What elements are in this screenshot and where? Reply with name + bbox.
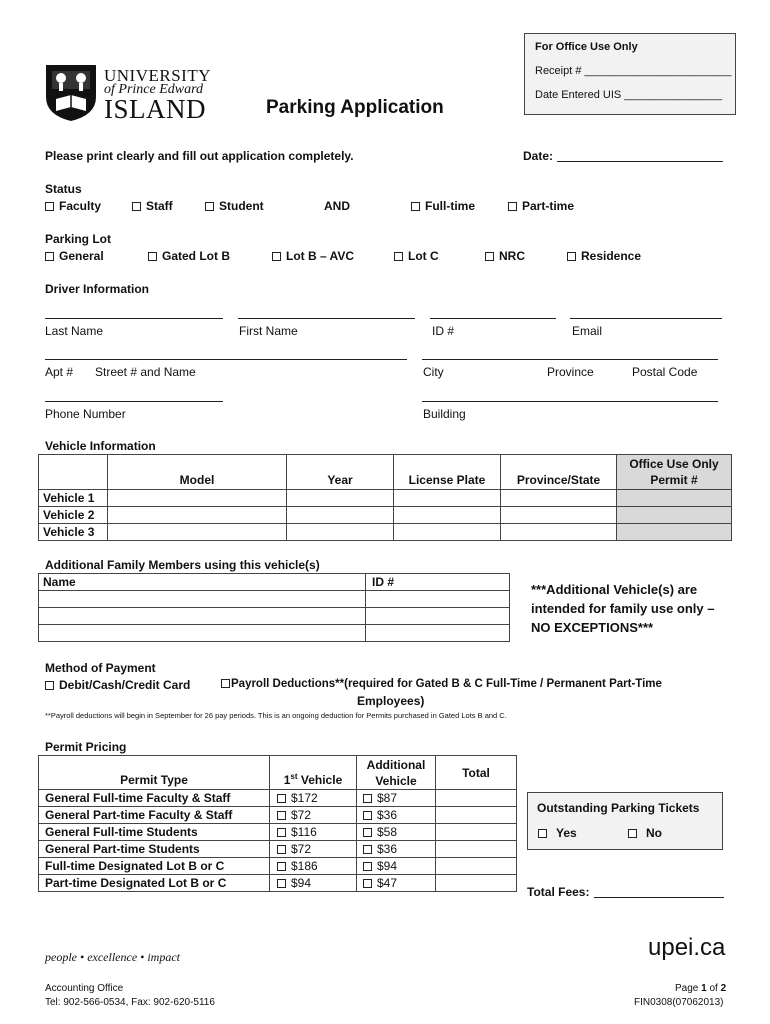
city-province-line[interactable] [422, 359, 718, 360]
table-row: General Full-time Faculty & Staff $172 $87 [39, 790, 517, 807]
checkbox-icon[interactable] [628, 829, 637, 838]
checkbox-icon[interactable] [277, 862, 286, 871]
family-heading: Additional Family Members using this vehicle(s) [45, 558, 320, 572]
office-use-box [524, 33, 736, 115]
checkbox-icon[interactable] [485, 252, 494, 261]
date-label: Date: [523, 149, 554, 163]
tickets-box [527, 792, 723, 850]
phone-label: Phone Number [45, 407, 126, 421]
logo-line-2: of Prince Edward [104, 82, 204, 97]
parking-lot-heading: Parking Lot [45, 232, 112, 246]
status-and: AND [324, 199, 350, 213]
status-faculty[interactable]: Faculty [45, 199, 101, 213]
checkbox-icon[interactable] [363, 845, 372, 854]
checkbox-icon[interactable] [363, 879, 372, 888]
col-permit-type: Permit Type [39, 756, 270, 790]
col-name: Name [39, 574, 366, 591]
last-name-line[interactable] [45, 318, 223, 319]
col-id: ID # [366, 574, 510, 591]
table-row: General Full-time Students $116 $58 [39, 824, 517, 841]
tickets-no[interactable]: No [628, 826, 662, 840]
tickets-heading: Outstanding Parking Tickets [537, 801, 700, 815]
checkbox-icon[interactable] [411, 202, 420, 211]
lot-general[interactable]: General [45, 249, 104, 263]
page-title: Parking Application [266, 97, 444, 118]
payment-footnote: **Payroll deductions will begin in September for 26 pay periods. This is an ongoing deduction for Permits purchased in Gated Lots B and C. [45, 711, 507, 720]
vehicle-heading: Vehicle Information [45, 439, 156, 453]
table-row: General Part-time Students $72 $36 [39, 841, 517, 858]
checkbox-icon[interactable] [277, 845, 286, 854]
checkbox-icon[interactable] [363, 862, 372, 871]
checkbox-icon[interactable] [277, 794, 286, 803]
checkbox-icon[interactable] [277, 811, 286, 820]
email-line[interactable] [570, 318, 722, 319]
family-note: ***Additional Vehicle(s) are intended for family use only – NO EXCEPTIONS*** [531, 582, 715, 635]
checkbox-icon[interactable] [132, 202, 141, 211]
footer-form-code: FIN0308(07062013) [634, 997, 724, 1008]
footer-contact: Tel: 902-566-0534, Fax: 902-620-5116 [45, 997, 215, 1008]
pricing-heading: Permit Pricing [45, 740, 127, 754]
checkbox-icon[interactable] [363, 811, 372, 820]
last-name-label: Last Name [45, 324, 104, 338]
province-label: Province [547, 365, 594, 379]
instructions: Please print clearly and fill out application completely. [45, 149, 354, 163]
table-row: Full-time Designated Lot B or C $186 $94 [39, 858, 517, 875]
col-province-state: Province/State [501, 455, 617, 490]
first-name-line[interactable] [238, 318, 415, 319]
building-label: Building [423, 407, 466, 421]
phone-line[interactable] [45, 401, 223, 402]
office-use-heading: For Office Use Only [535, 41, 638, 53]
total-fees-label: Total Fees: [527, 885, 590, 899]
payment-heading: Method of Payment [45, 661, 156, 675]
total-fees-line[interactable] [594, 897, 724, 898]
checkbox-icon[interactable] [272, 252, 281, 261]
status-parttime[interactable]: Part-time [508, 199, 574, 213]
table-row: Part-time Designated Lot B or C $94 $47 [39, 875, 517, 892]
email-label: Email [572, 324, 603, 338]
status-staff[interactable]: Staff [132, 199, 173, 213]
logo-line-1: UNIVERSITY [104, 66, 211, 85]
id-label: ID # [432, 324, 455, 338]
address-line[interactable] [45, 359, 407, 360]
col-total: Total [436, 756, 517, 790]
status-fulltime[interactable]: Full-time [411, 199, 475, 213]
logo-line-3: ISLAND [104, 94, 206, 124]
checkbox-icon[interactable] [277, 828, 286, 837]
checkbox-icon[interactable] [45, 252, 54, 261]
tickets-yes[interactable]: Yes [538, 826, 577, 840]
table-row [39, 524, 732, 541]
checkbox-icon[interactable] [567, 252, 576, 261]
col-year: Year [287, 455, 394, 490]
checkbox-icon[interactable] [45, 202, 54, 211]
col-model: Model [108, 455, 287, 490]
family-table [38, 573, 510, 642]
table-row [39, 490, 732, 507]
checkbox-icon[interactable] [363, 828, 372, 837]
date-entered-field: Date Entered UIS ________________ [535, 89, 723, 101]
row-label: Vehicle 2 [39, 507, 108, 524]
lot-gated-b[interactable]: Gated Lot B [148, 249, 230, 263]
postal-code-label: Postal Code [632, 365, 698, 379]
crest-icon [44, 63, 98, 123]
payment-debit[interactable]: Debit/Cash/Credit Card [45, 678, 190, 692]
footer-page: Page 1 of 2 [675, 983, 727, 994]
lot-residence[interactable]: Residence [567, 249, 641, 263]
table-row [39, 608, 510, 625]
lot-nrc[interactable]: NRC [485, 249, 525, 263]
vehicle-table [38, 454, 732, 541]
building-line[interactable] [422, 401, 718, 402]
receipt-field: Receipt # ________________________ [535, 65, 732, 77]
footer-office: Accounting Office [45, 983, 124, 994]
table-row [39, 507, 732, 524]
col-additional-vehicle: Additional Vehicle [357, 756, 436, 790]
status-student[interactable]: Student [205, 199, 264, 213]
status-heading: Status [45, 182, 82, 196]
table-row [39, 591, 510, 608]
driver-heading: Driver Information [45, 282, 150, 296]
checkbox-icon[interactable] [363, 794, 372, 803]
lot-b-avc[interactable]: Lot B – AVC [272, 249, 354, 263]
id-line[interactable] [430, 318, 556, 319]
city-label: City [423, 365, 444, 379]
checkbox-icon[interactable] [508, 202, 517, 211]
footer-site: upei.ca [648, 934, 726, 961]
payment-payroll[interactable]: Payroll Deductions**(required for Gated B & C Full-Time / Permanent Part-Time [221, 678, 662, 690]
checkbox-icon[interactable] [277, 879, 286, 888]
lot-c[interactable]: Lot C [394, 249, 439, 263]
checkbox-icon[interactable] [221, 679, 230, 688]
checkbox-icon[interactable] [45, 681, 54, 690]
table-row [39, 625, 510, 642]
checkbox-icon[interactable] [538, 829, 547, 838]
pricing-table [38, 755, 517, 892]
checkbox-icon[interactable] [148, 252, 157, 261]
checkbox-icon[interactable] [394, 252, 403, 261]
col-license-plate: License Plate [394, 455, 501, 490]
checkbox-icon[interactable] [205, 202, 214, 211]
street-label: Street # and Name [95, 365, 196, 379]
col-first-vehicle: 1st Vehicle [270, 756, 357, 790]
table-row: General Part-time Faculty & Staff $72 $36 [39, 807, 517, 824]
apt-label: Apt # [45, 365, 74, 379]
footer-tagline: people • excellence • impact [45, 950, 180, 964]
row-label: Vehicle 3 [39, 524, 108, 541]
row-label: Vehicle 1 [39, 490, 108, 507]
payment-payroll-line2: Employees) [357, 694, 425, 708]
date-line[interactable] [557, 161, 723, 162]
first-name-label: First Name [239, 324, 298, 338]
col-office-permit: Office Use Only Permit # [617, 455, 732, 490]
